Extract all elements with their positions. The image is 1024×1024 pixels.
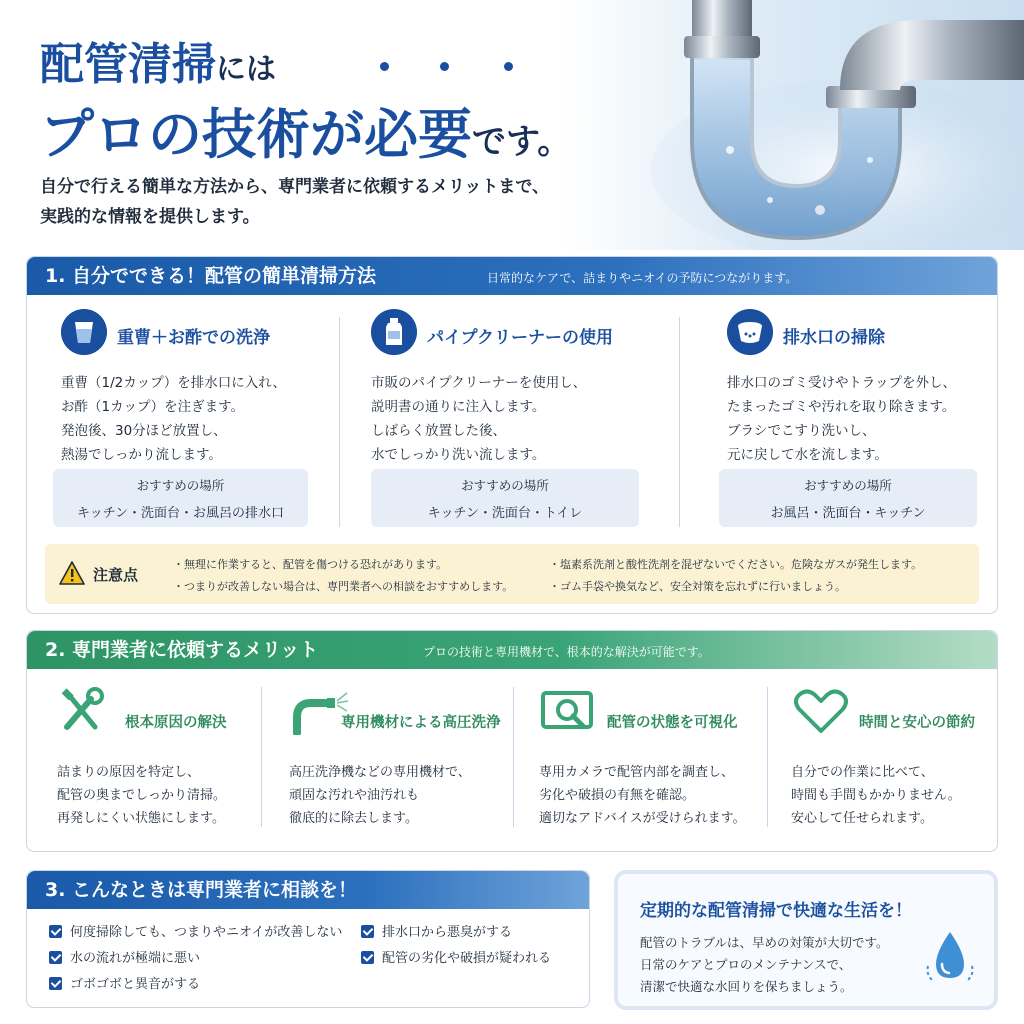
checkbox-icon [361, 925, 374, 938]
checkbox-icon [361, 951, 374, 964]
benefit-title: 根本原因の解決 [125, 715, 227, 731]
section3-heading: 3. こんなときは専門業者に相談を！ [27, 871, 589, 909]
method-card-drain-cleaning [719, 309, 1019, 539]
section1-note: 日常的なケアで、詰まりやニオイの予防につながります。 [487, 271, 798, 285]
caution-box [45, 544, 979, 604]
drain-trap-icon [727, 309, 773, 355]
checklist-item: ゴボゴボと異音がする [49, 973, 200, 992]
hero-banner [0, 0, 1024, 250]
method-description: 排水口のゴミ受けやトラップを外し、 たまったゴミや汚れを取り除きます。 ブラシでこすり洗いし、 元に戻して水を流します。 [727, 375, 956, 463]
heart-icon [791, 687, 851, 735]
checkbox-icon [49, 925, 62, 938]
column-divider [261, 687, 262, 827]
checklist-item: 排水口から悪臭がする [361, 921, 512, 940]
camera-inspection-icon [539, 687, 599, 735]
benefit-title: 配管の状態を可視化 [607, 715, 738, 731]
method-description: 重曹（1/2カップ）を排水口に入れ、 お酢（1カップ）を注ぎます。 発泡後、30分ほど放置し、 熱湯でしっかり流します。 [61, 375, 287, 463]
caution-item: ・ゴム手袋や換気など、安全対策を忘れずに行いましょう。 [549, 580, 846, 593]
recommended-places: おすすめの場所 キッチン・洗面台・お風呂の排水口 [53, 469, 308, 527]
method-title: 排水口の掃除 [783, 328, 885, 348]
cleaner-bottle-icon [371, 309, 417, 355]
checklist-item: 何度掃除しても、つまりやニオイが改善しない [49, 921, 342, 940]
method-title: パイプクリーナーの使用 [427, 328, 613, 348]
recommended-places: おすすめの場所 キッチン・洗面台・トイレ [371, 469, 639, 527]
checkbox-icon [49, 951, 62, 964]
cup-icon [61, 309, 107, 355]
method-title: 重曹＋お酢での洗浄 [117, 328, 270, 348]
benefit-title: 専用機材による高圧洗浄 [341, 715, 501, 731]
caution-label: 注意点 [93, 566, 139, 584]
column-divider [767, 687, 768, 827]
benefit-description: 高圧洗浄機などの専用機材で、 頑固な汚れや油汚れも 徹底的に除去します。 [289, 765, 471, 826]
column-divider [339, 317, 340, 527]
emphasis-dots [374, 62, 524, 76]
section2-note: プロの技術と専用機材で、根本的な解決が可能です。 [423, 645, 710, 659]
caution-item: ・塩素系洗剤と酸性洗剤を混ぜないでください。危険なガスが発生します。 [549, 558, 923, 571]
checklist-item: 水の流れが極端に悪い [49, 947, 200, 966]
column-divider [679, 317, 680, 527]
benefit-visualization [535, 681, 775, 841]
consult-checklist-section [26, 870, 590, 1008]
regular-cleaning-callout [614, 870, 998, 1010]
hero-title-line1: 配管清掃には [40, 39, 276, 90]
benefit-time-saving [787, 681, 1024, 841]
callout-title: 定期的な配管清掃で快適な生活を！ [640, 901, 912, 921]
hero-title-line2: プロの技術が必要です。 [40, 103, 572, 166]
benefit-title: 時間と安心の節約 [859, 715, 975, 731]
benefit-high-pressure [285, 681, 525, 841]
method-card-pipe-cleaner [363, 309, 663, 539]
section1-heading: 1. 自分でできる！配管の簡単清掃方法 [27, 257, 997, 295]
warning-icon [59, 561, 85, 585]
caution-item: ・つまりが改善しない場合は、専門業者への相談をおすすめします。 [173, 580, 514, 593]
high-pressure-nozzle-icon [289, 687, 349, 735]
water-drop-icon [920, 926, 980, 986]
method-description: 市販のパイプクリーナーを使用し、 説明書の通りに注入します。 しばらく放置した後、 水でしっかり洗い流します。 [371, 375, 587, 463]
benefit-description: 自分での作業に比べて、 時間も手間もかかりません。 安心して任せられます。 [791, 765, 961, 826]
hero-subtitle: 自分で行える簡単な方法から、専門業者に依頼するメリットまで、 実践的な情報を提供します。 [40, 177, 549, 227]
benefit-description: 詰まりの原因を特定し、 配管の奥までしっかり清掃。 再発しにくい状態にします。 [57, 765, 227, 826]
caution-item: ・無理に作業すると、配管を傷つける恐れがあります。 [173, 558, 448, 571]
professional-benefits-section [26, 630, 998, 852]
column-divider [513, 687, 514, 827]
benefit-description: 専用カメラで配管内部を調査し、 劣化や破損の有無を確認。 適切なアドバイスが受けられます。 [539, 765, 746, 826]
benefit-root-cause [53, 681, 293, 841]
method-card-baking-soda [53, 309, 353, 539]
pipe-illustration-icon [600, 0, 1024, 250]
diy-cleaning-section [26, 256, 998, 614]
section2-heading: 2. 専門業者に依頼するメリット [27, 631, 997, 669]
checklist-item: 配管の劣化や破損が疑われる [361, 947, 551, 966]
tools-icon [57, 687, 117, 735]
recommended-places: おすすめの場所 お風呂・洗面台・キッチン [719, 469, 977, 527]
callout-text: 配管のトラブルは、早めの対策が大切です。 日常のケアとプロのメンテナンスで、 清潔で快適な水回りを保ちましょう。 [640, 935, 889, 994]
checkbox-icon [49, 977, 62, 990]
